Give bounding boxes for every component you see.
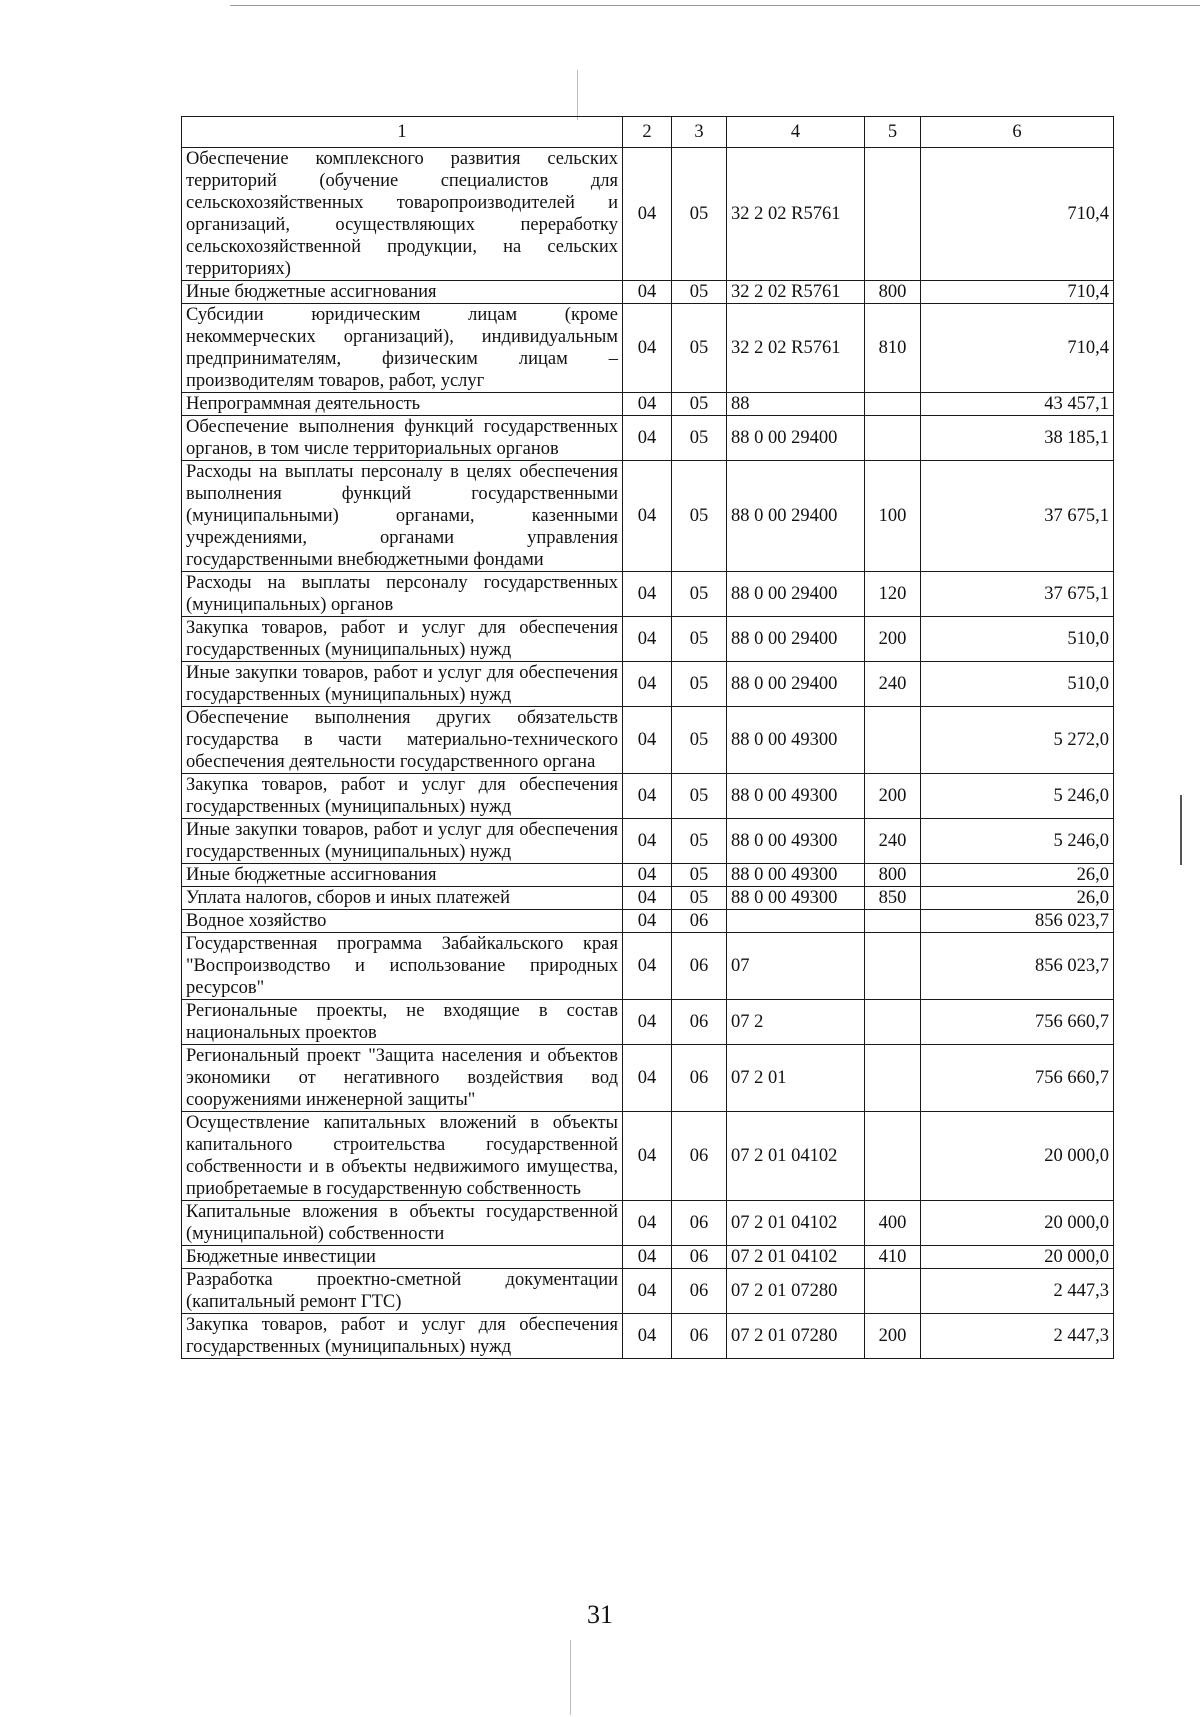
cell-target-article: 88 0 00 49300 xyxy=(727,864,865,887)
cell-description: Расходы на выплаты персоналу государственных (муниципальных) органов xyxy=(182,572,623,617)
cell-section: 04 xyxy=(623,1112,672,1201)
cell-target-article: 32 2 02 R5761 xyxy=(727,281,865,304)
cell-expense-type xyxy=(865,148,921,281)
cell-description: Разработка проектно-сметной документации (капитальный ремонт ГТС) xyxy=(182,1269,623,1314)
column-header-2: 2 xyxy=(623,117,672,148)
cell-amount: 856 023,7 xyxy=(921,933,1114,1000)
cell-subsection: 05 xyxy=(672,617,727,662)
column-header-3: 3 xyxy=(672,117,727,148)
cell-target-article: 07 2 01 04102 xyxy=(727,1201,865,1246)
cell-target-article: 07 2 xyxy=(727,1000,865,1045)
cell-subsection: 06 xyxy=(672,1000,727,1045)
cell-amount: 26,0 xyxy=(921,887,1114,910)
cell-description: Осуществление капитальных вложений в объекты капитального строительства государственной собственности и в объекты недвижимого имущества, приобретаемые в государственную собственность xyxy=(182,1112,623,1201)
cell-expense-type: 200 xyxy=(865,774,921,819)
cell-section: 04 xyxy=(623,1314,672,1359)
table-row xyxy=(182,707,1114,774)
cell-amount: 38 185,1 xyxy=(921,416,1114,461)
cell-subsection: 06 xyxy=(672,933,727,1000)
table-header-row xyxy=(182,117,1114,148)
cell-amount: 20 000,0 xyxy=(921,1112,1114,1201)
cell-section: 04 xyxy=(623,416,672,461)
cell-target-article: 88 0 00 49300 xyxy=(727,819,865,864)
cell-description: Региональный проект "Защита населения и объектов экономики от негативного воздействия вод сооружениями инженерной защиты" xyxy=(182,1045,623,1112)
cell-description: Закупка товаров, работ и услуг для обеспечения государственных (муниципальных) нужд xyxy=(182,774,623,819)
cell-amount: 5 246,0 xyxy=(921,819,1114,864)
table-row xyxy=(182,1201,1114,1246)
cell-target-article: 07 2 01 04102 xyxy=(727,1112,865,1201)
cell-target-article: 88 0 00 49300 xyxy=(727,774,865,819)
cell-description: Закупка товаров, работ и услуг для обеспечения государственных (муниципальных) нужд xyxy=(182,1314,623,1359)
cell-target-article: 88 0 00 29400 xyxy=(727,617,865,662)
cell-description: Государственная программа Забайкальского края "Воспроизводство и использование природных ресурсов" xyxy=(182,933,623,1000)
table-row xyxy=(182,1112,1114,1201)
cell-subsection: 06 xyxy=(672,1246,727,1269)
cell-target-article: 88 0 00 49300 xyxy=(727,707,865,774)
cell-subsection: 05 xyxy=(672,774,727,819)
cell-subsection: 05 xyxy=(672,864,727,887)
cell-expense-type: 810 xyxy=(865,304,921,393)
scan-mark xyxy=(1180,795,1182,865)
column-header-1: 1 xyxy=(182,117,623,148)
cell-expense-type xyxy=(865,910,921,933)
cell-amount: 2 447,3 xyxy=(921,1314,1114,1359)
cell-description: Непрограммная деятельность xyxy=(182,393,623,416)
table-row xyxy=(182,572,1114,617)
table-row xyxy=(182,1246,1114,1269)
scan-top-rule xyxy=(230,5,1200,6)
column-header-6: 6 xyxy=(921,117,1114,148)
cell-expense-type xyxy=(865,393,921,416)
table-row xyxy=(182,304,1114,393)
cell-subsection: 06 xyxy=(672,1045,727,1112)
cell-expense-type xyxy=(865,1000,921,1045)
cell-subsection: 05 xyxy=(672,304,727,393)
cell-subsection: 05 xyxy=(672,662,727,707)
cell-amount: 756 660,7 xyxy=(921,1045,1114,1112)
cell-subsection: 05 xyxy=(672,707,727,774)
cell-target-article: 88 0 00 29400 xyxy=(727,461,865,572)
table-row xyxy=(182,148,1114,281)
table-row xyxy=(182,617,1114,662)
cell-expense-type: 410 xyxy=(865,1246,921,1269)
cell-amount: 37 675,1 xyxy=(921,461,1114,572)
cell-section: 04 xyxy=(623,461,672,572)
table-row xyxy=(182,1314,1114,1359)
cell-amount: 856 023,7 xyxy=(921,910,1114,933)
cell-description: Бюджетные инвестиции xyxy=(182,1246,623,1269)
scan-mark xyxy=(570,1640,571,1715)
table-row xyxy=(182,393,1114,416)
cell-subsection: 06 xyxy=(672,1269,727,1314)
cell-section: 04 xyxy=(623,864,672,887)
cell-amount: 510,0 xyxy=(921,617,1114,662)
cell-amount: 5 272,0 xyxy=(921,707,1114,774)
cell-amount: 2 447,3 xyxy=(921,1269,1114,1314)
cell-description: Региональные проекты, не входящие в состав национальных проектов xyxy=(182,1000,623,1045)
table-row xyxy=(182,1045,1114,1112)
cell-expense-type: 100 xyxy=(865,461,921,572)
cell-section: 04 xyxy=(623,148,672,281)
cell-subsection: 05 xyxy=(672,393,727,416)
cell-description: Капитальные вложения в объекты государственной (муниципальной) собственности xyxy=(182,1201,623,1246)
table-row xyxy=(182,774,1114,819)
cell-description: Расходы на выплаты персоналу в целях обеспечения выполнения функций государственными (муниципальными) органами, казенными учреждениями, органами управления государственными внебюджетными фондами xyxy=(182,461,623,572)
cell-section: 04 xyxy=(623,1246,672,1269)
cell-description: Закупка товаров, работ и услуг для обеспечения государственных (муниципальных) нужд xyxy=(182,617,623,662)
cell-expense-type: 200 xyxy=(865,1314,921,1359)
table-row xyxy=(182,933,1114,1000)
cell-target-article: 88 0 00 49300 xyxy=(727,887,865,910)
table-row xyxy=(182,281,1114,304)
table-row xyxy=(182,1269,1114,1314)
cell-description: Обеспечение комплексного развития сельских территорий (обучение специалистов для сельскохозяйственных товаропроизводителей и организаций, осуществляющих переработку сельскохозяйственной продукции, на сельских территориях) xyxy=(182,148,623,281)
cell-expense-type xyxy=(865,416,921,461)
table-row xyxy=(182,416,1114,461)
cell-target-article: 07 2 01 04102 xyxy=(727,1246,865,1269)
table-body xyxy=(182,117,1114,1359)
cell-expense-type xyxy=(865,1269,921,1314)
cell-description: Субсидии юридическим лицам (кроме некоммерческих организаций), индивидуальным предпринимателям, физическим лицам – производителям товаров, работ, услуг xyxy=(182,304,623,393)
cell-subsection: 05 xyxy=(672,416,727,461)
cell-subsection: 06 xyxy=(672,1201,727,1246)
cell-section: 04 xyxy=(623,774,672,819)
cell-section: 04 xyxy=(623,1045,672,1112)
cell-amount: 710,4 xyxy=(921,281,1114,304)
table-row xyxy=(182,887,1114,910)
column-header-4: 4 xyxy=(727,117,865,148)
cell-description: Обеспечение выполнения других обязательств государства в части материально-технического обеспечения деятельности государственного органа xyxy=(182,707,623,774)
cell-expense-type: 200 xyxy=(865,617,921,662)
cell-section: 04 xyxy=(623,304,672,393)
cell-amount: 20 000,0 xyxy=(921,1246,1114,1269)
cell-section: 04 xyxy=(623,819,672,864)
cell-description: Обеспечение выполнения функций государственных органов, в том числе территориальных органов xyxy=(182,416,623,461)
cell-amount: 756 660,7 xyxy=(921,1000,1114,1045)
cell-expense-type: 800 xyxy=(865,864,921,887)
cell-description: Уплата налогов, сборов и иных платежей xyxy=(182,887,623,910)
cell-subsection: 06 xyxy=(672,1112,727,1201)
cell-expense-type: 240 xyxy=(865,819,921,864)
cell-section: 04 xyxy=(623,1201,672,1246)
cell-amount: 510,0 xyxy=(921,662,1114,707)
cell-amount: 37 675,1 xyxy=(921,572,1114,617)
cell-expense-type xyxy=(865,933,921,1000)
cell-target-article: 07 xyxy=(727,933,865,1000)
budget-table xyxy=(181,116,1114,1359)
cell-target-article: 88 0 00 29400 xyxy=(727,662,865,707)
cell-target-article: 07 2 01 xyxy=(727,1045,865,1112)
cell-amount: 710,4 xyxy=(921,304,1114,393)
cell-section: 04 xyxy=(623,933,672,1000)
cell-section: 04 xyxy=(623,707,672,774)
cell-amount: 26,0 xyxy=(921,864,1114,887)
table-row xyxy=(182,1000,1114,1045)
cell-expense-type xyxy=(865,707,921,774)
cell-subsection: 05 xyxy=(672,148,727,281)
cell-expense-type: 400 xyxy=(865,1201,921,1246)
cell-target-article: 32 2 02 R5761 xyxy=(727,148,865,281)
cell-description: Водное хозяйство xyxy=(182,910,623,933)
cell-target-article: 07 2 01 07280 xyxy=(727,1314,865,1359)
cell-description: Иные закупки товаров, работ и услуг для обеспечения государственных (муниципальных) нужд xyxy=(182,819,623,864)
cell-expense-type: 120 xyxy=(865,572,921,617)
cell-description: Иные бюджетные ассигнования xyxy=(182,864,623,887)
cell-section: 04 xyxy=(623,393,672,416)
cell-target-article: 88 xyxy=(727,393,865,416)
cell-description: Иные закупки товаров, работ и услуг для обеспечения государственных (муниципальных) нужд xyxy=(182,662,623,707)
cell-section: 04 xyxy=(623,887,672,910)
cell-expense-type: 240 xyxy=(865,662,921,707)
cell-amount: 5 246,0 xyxy=(921,774,1114,819)
cell-target-article: 88 0 00 29400 xyxy=(727,416,865,461)
cell-subsection: 05 xyxy=(672,281,727,304)
cell-target-article: 07 2 01 07280 xyxy=(727,1269,865,1314)
cell-target-article: 32 2 02 R5761 xyxy=(727,304,865,393)
column-header-5: 5 xyxy=(865,117,921,148)
cell-section: 04 xyxy=(623,910,672,933)
cell-target-article xyxy=(727,910,865,933)
cell-expense-type xyxy=(865,1112,921,1201)
table-row xyxy=(182,819,1114,864)
cell-expense-type: 850 xyxy=(865,887,921,910)
cell-amount: 43 457,1 xyxy=(921,393,1114,416)
cell-subsection: 05 xyxy=(672,887,727,910)
cell-target-article: 88 0 00 29400 xyxy=(727,572,865,617)
cell-expense-type: 800 xyxy=(865,281,921,304)
cell-section: 04 xyxy=(623,617,672,662)
cell-subsection: 05 xyxy=(672,461,727,572)
cell-section: 04 xyxy=(623,1269,672,1314)
cell-amount: 710,4 xyxy=(921,148,1114,281)
table-row xyxy=(182,461,1114,572)
scan-mark xyxy=(577,70,578,120)
table-row xyxy=(182,910,1114,933)
cell-subsection: 05 xyxy=(672,819,727,864)
cell-amount: 20 000,0 xyxy=(921,1201,1114,1246)
cell-section: 04 xyxy=(623,572,672,617)
cell-subsection: 06 xyxy=(672,910,727,933)
cell-subsection: 05 xyxy=(672,572,727,617)
page-number: 31 xyxy=(587,1600,613,1629)
cell-description: Иные бюджетные ассигнования xyxy=(182,281,623,304)
cell-subsection: 06 xyxy=(672,1314,727,1359)
table-row xyxy=(182,864,1114,887)
cell-section: 04 xyxy=(623,662,672,707)
cell-expense-type xyxy=(865,1045,921,1112)
cell-section: 04 xyxy=(623,1000,672,1045)
table-row xyxy=(182,662,1114,707)
cell-section: 04 xyxy=(623,281,672,304)
